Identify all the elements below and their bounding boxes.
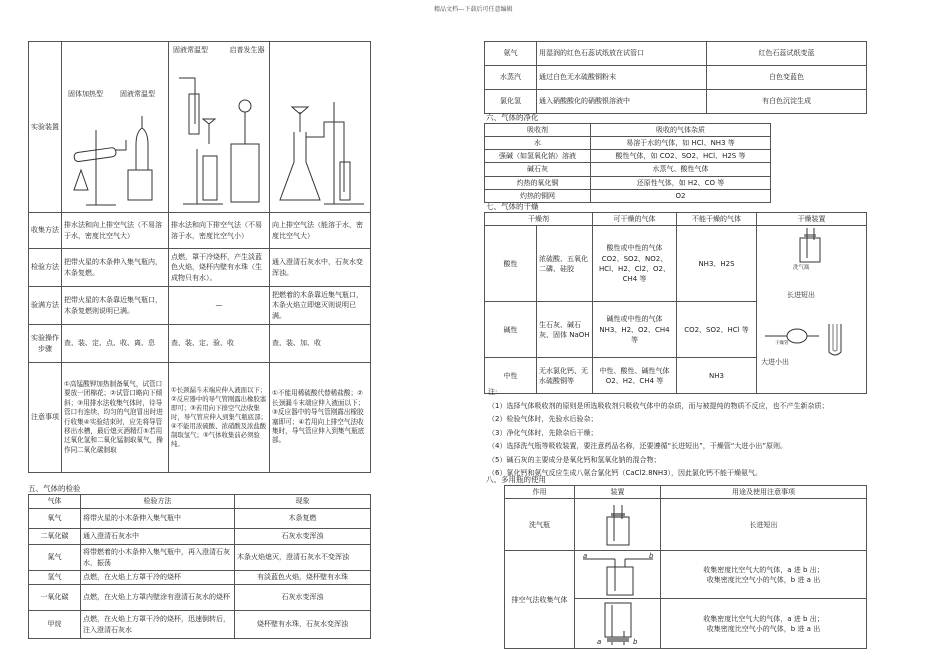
s5-r3-method: 点燃，在火焰上方罩干冷的烧杯 [81,571,235,585]
rt-r2-method: 通入硝酸酸化的硝酸银溶液中 [537,90,707,114]
full-c3: 把燃着的木条靠近集气瓶口，木条火焰立即熄灭则说明已满。 [270,287,371,325]
label-solid-heat: 固体加热型 [68,90,103,98]
test-c2: 点燃，罩干冷烧杯，产生淡蓝色火焰，烧杯内壁有水珠（生成物只有水）。 [169,249,270,287]
label-full: 验满方法 [29,287,62,325]
steps-c1: 查、装、定、点、收、离、息 [62,325,169,363]
s5-r0-result: 木条复燃 [235,509,371,529]
collect-c2: 排水法和向下排空气法（不易溶于水，密度比空气小） [169,213,270,249]
s6-r2-a: 碱石灰 [485,163,591,176]
notes [488,386,828,481]
note-6: （6）氯化钙和氨气反应生成八氨合氯化钙（CaCl2.8NH3），因此氯化钙不能干燥氨气。 [488,469,763,477]
multi-bottle-table [504,485,867,649]
full-c1: 把带火星的木条靠近集气瓶口，木条复燃则说明已满。 [62,287,169,325]
wash-bottle-2-icon [601,505,635,547]
note-5: （5）碱石灰的主要成分是氧化钙和氢氧化钠的混合物； [488,455,661,464]
s8-r1-device [575,499,661,551]
s5-r1-result: 石灰水变浑浊 [235,529,371,545]
s7-r2-can: 中性、酸性、碱性气体 O2、H2、CH4 等 [593,358,677,394]
s8-r1-use: 长进短出 [661,499,867,551]
s8-title: 八、多用瓶的使用 [486,475,546,484]
s5-r2-result: 木条火焰熄灭，澄清石灰水不变浑浊 [235,545,371,571]
note-3: （3）净化气体时，先除杂后干燥； [488,428,598,437]
s7-r1-type: 碱性 [485,302,537,358]
s7-r1-can: 碱性或中性的气体 NH3、H2、O2、CH4 等 [593,302,677,358]
test-c3: 通入澄清石灰水中，石灰水变浑浊。 [270,249,371,287]
rt-r0-gas: 氨气 [485,42,537,66]
s5-h0: 气体 [29,495,81,509]
s7-r0-can: 酸性或中性的气体 CO2、SO2、NO2、HCl、H2、Cl2、O2、CH4 等 [593,226,677,302]
s6-r3-a: 灼热的氧化铜 [485,176,591,189]
s8-r1-label: 洗气瓶 [505,499,575,551]
note-1: （1）选择气体吸收剂的原则是所选吸收剂只吸收气体中的杂质，而与被提纯的物质不反应，也不产生新杂质； [488,401,829,410]
use-a2: 收集密度比空气小的气体，b 进 a 出 [706,575,821,584]
s8-r2-use-a [661,551,867,599]
page-header: 精品文档---下载后可任意编辑 [434,6,513,13]
s8-r2-device-b [575,599,661,649]
s5-r5-method: 点燃，在火焰上方罩干冷的烧杯，迅速倒转后，注入澄清石灰水 [81,611,235,639]
rt-r1-result: 白色变蓝色 [707,66,867,90]
apparatus-table [28,41,371,473]
dev1-label: 洗气瓶 [793,265,810,272]
label-notes: 注意事项 [29,363,62,473]
s5-r5-gas: 甲烷 [29,611,81,639]
gas-test-table [28,494,371,639]
full-c2: — [169,287,270,325]
dev2-small: 干燥管 [775,341,789,347]
use-a1: 收集密度比空气大的气体，a 进 b 出； [703,565,824,574]
test-c1: 把带火星的木条伸入集气瓶内，木条复燃。 [62,249,169,287]
solid-heat-drawing [66,110,166,210]
label-steps: 实验操作步骤 [29,325,62,363]
s5-r2-gas: 氮气 [29,545,81,571]
steps-c3: 查、装、加、收 [270,325,371,363]
note-2: （2）检验气体时，先验水后验杂； [488,415,598,423]
s7-r1-cannot: CO2、SO2、HCl 等 [677,302,757,358]
s5-r1-method: 通入澄清石灰水中 [81,529,235,545]
purify-table [484,123,771,203]
wash-bottle-icon [795,228,825,264]
s8-h0: 作用 [505,486,575,499]
s7-h0: 干燥剂 [485,213,593,226]
s6-r0-a: 水 [485,137,591,150]
conical-flask-apparatus [270,42,371,213]
dry-devices [757,226,867,394]
s5-r4-method: 点燃，在火焰上方罩内壁涂有澄清石灰水的烧杯 [81,585,235,611]
solid-heat-apparatus [62,42,169,213]
notes-c2: ①长颈漏斗末端应伸入液面以下；②反应器中的导气管刚露出橡胶塞即可；③若用向下排空气法收集时，导气管应伸入到集气瓶底部；④不能用浓硫酸、浓硝酸及浓盐酸制取氢气；⑤气体收集前必须验纯。 [169,363,270,473]
s6-r1-a: 强碱（如氢氧化钠）溶液 [485,150,591,163]
s7-h3: 干燥装置 [757,213,867,226]
lab-b-2: b [633,638,638,647]
kipp-apparatus [169,42,270,213]
rt-r1-method: 通过白色无水硫酸铜粉末 [537,66,707,90]
s6-r0-b: 易溶于水的气体，如 HCl、NH3 等 [591,137,771,150]
notes-c1: ①高锰酸钾加热制备氧气，试管口要放一团棉花；②试管口略向下倾斜；③用排水法收集气体时，待导管口有连续、均匀的气泡冒出时进行收集④实验结束时，应先将导管移出水槽，最后熄灭酒精灯⑤若用过氧化氢和二氧化锰制取氧气，操作同二氧化碳制取 [62,363,169,473]
s5-h1: 检验方法 [81,495,235,509]
s7-h2: 不能干燥的气体 [677,213,757,226]
use-b2: 收集密度比空气小的气体，b 进 a 出 [706,624,821,633]
row-label: 实验装置 [29,42,62,213]
s8-r2-device-a [575,551,661,599]
s5-r5-result: 烧杯壁有水珠，石灰水变浑浊 [235,611,371,639]
s5-r2-method: 将带燃着的小木条伸入集气瓶中，再入澄清石灰水，振荡 [81,545,235,571]
s7-h1: 可干燥的气体 [593,213,677,226]
s6-h0: 吸收剂 [485,124,591,137]
label-solid-liquid-2: 固液常温型 [173,46,208,54]
label-test: 检验方法 [29,249,62,287]
s6-r4-b: O2 [591,189,771,202]
s5-r3-result: 有淡蓝色火焰，烧杯壁有水珠 [235,571,371,585]
use-b1: 收集密度比空气大的气体，a 进 b 出； [703,614,824,623]
s7-r2-type: 中性 [485,358,537,394]
kipp-drawing [173,64,267,210]
collect-c3: 向上排空气法（能溶于水，密度比空气大） [270,213,371,249]
steps-c2: 查、装、定、验、收 [169,325,270,363]
rt-r2-gas: 氯化氢 [485,90,537,114]
s5-h2: 现象 [235,495,371,509]
flask-drawing [274,92,368,210]
s6-title: 六、气体的净化 [486,113,539,122]
rt-r0-method: 用湿润的红色石蕊试纸放在试管口 [537,42,707,66]
s6-r1-b: 酸性气体，如 CO2、SO2、HCl、H2S 等 [591,150,771,163]
s8-h2: 用途及使用注意事项 [661,486,867,499]
collect-c1: 排水法和向上排空气法（不易溶于水，密度比空气大） [62,213,169,249]
s5-title: 五、气体的检验 [28,484,81,493]
s6-h1: 吸收的气体杂质 [591,124,771,137]
drying-tube-icon [761,318,865,358]
s5-r0-gas: 氧气 [29,509,81,529]
lab-a-1: a [583,552,588,561]
s5-r4-gas: 一氧化碳 [29,585,81,611]
s8-h1: 装置 [575,486,661,499]
bottle-a-icon [581,553,657,597]
notes-title: 注: [488,388,498,396]
lab-b-1: b [649,552,654,561]
note-4: （4）选择洗气瓶等吸收装置，要注意药品名称，还要遵循“长进短出”，干燥管“大进小出”原则。 [488,442,787,450]
s6-r4-a: 灼热的铜网 [485,189,591,202]
s7-r2-cannot: NH3 [677,358,757,394]
s6-r3-b: 还原性气体，如 H2、CO 等 [591,176,771,189]
s7-r2-agent: 无水氯化钙、无水硫酸铜等 [537,358,593,394]
dry-table [484,212,867,394]
s5-r4-result: 石灰水变浑浊 [235,585,371,611]
s8-r2-use-b [661,599,867,649]
s8-r2-label: 排空气法收集气体 [505,551,575,649]
gas-test-cont-table [484,41,867,114]
dev2-note: 大进小出 [761,358,789,367]
rt-r2-result: 有白色沉淀生成 [707,90,867,114]
s7-r0-cannot: NH3、H2S [677,226,757,302]
s5-r0-method: 将带火星的小木条伸入集气瓶中 [81,509,235,529]
s7-r0-agent: 浓硫酸、五氧化二磷、硅胶 [537,226,593,302]
rt-r1-gas: 水蒸汽 [485,66,537,90]
s7-r1-agent: 生石灰、碱石灰、固体 NaOH [537,302,593,358]
notes-c3: ①不能用稀硫酸代替稀盐酸；②长颈漏斗末端应伸入液面以下；③反应器中的导气管刚露出橡胶塞即可；④若用向上排空气法收集时，导气管应伸入到集气瓶底部。 [270,363,371,473]
s5-r1-gas: 二氧化碳 [29,529,81,545]
label-kipp: 启普发生器 [229,46,265,54]
rt-r0-result: 红色石蕊试纸变蓝 [707,42,867,66]
s7-r0-type: 酸性 [485,226,537,302]
label-collect: 收集方法 [29,213,62,249]
s6-r2-b: 水蒸气、酸性气体 [591,163,771,176]
s5-r3-gas: 氢气 [29,571,81,585]
lab-a-2: a [597,638,602,647]
s7-title: 七、气体的干燥 [486,202,539,211]
label-solid-liquid: 固液常温型 [120,90,155,98]
dev1-note: 长进短出 [787,291,815,300]
